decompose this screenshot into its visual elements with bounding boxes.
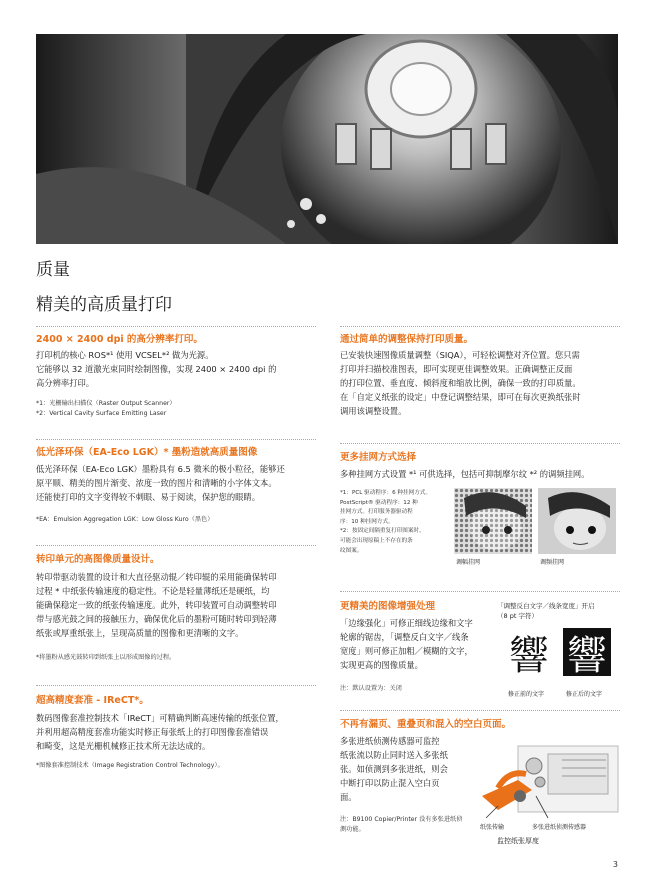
divider: [340, 591, 620, 592]
caption-monitor-thickness: 监控纸张厚度: [497, 837, 539, 845]
text-line: 它能够以 32 道激光束同时绘制图像，实现 2400 × 2400 dpi 的: [36, 364, 277, 374]
hero-photo-cathedral-dome: [36, 34, 618, 244]
text-line: 低光泽环保（EA-Eco LGK）墨粉具有 6.5 微米的极小粒径，能够还: [36, 464, 285, 474]
text-line: 高分辨率打印。: [36, 378, 95, 388]
label-line: 「调整反白文字／线条宽度」开启: [497, 602, 595, 610]
divider: [36, 545, 316, 546]
text-line: 过程 * 中纸张传输速度的稳定性。不论是轻量薄纸还是硬纸，均: [36, 586, 270, 596]
text-line: 调用该调整设置。: [340, 406, 407, 416]
text-line: 纸张流以防止同时送入多张纸: [340, 750, 448, 760]
divider: [36, 439, 316, 440]
multifeed-sensor-illustration: [478, 740, 620, 820]
caption-paper-transport: 纸张传输: [480, 824, 505, 831]
body-adjustment: [340, 348, 581, 418]
body-irect: [36, 711, 284, 753]
notes-resolution: [36, 399, 176, 419]
text-line: 实现更高的图像质量。: [340, 660, 423, 670]
footnote: *EA：Emulsion Aggregation LGK：Low Gloss Kuro（黑色）: [36, 516, 214, 523]
section-title: 质量: [36, 260, 70, 280]
text-line: 转印带驱动装置的设计和大直径驱动辊／转印辊的采用能确保转印: [36, 572, 277, 582]
text-line: 中断打印以防止混入空白页: [340, 778, 440, 788]
caption-before: 修正前的文字: [508, 691, 545, 698]
text-line: 打印并扫描校准图表，即可实现更佳调整效果。正确调整正反面: [340, 364, 573, 374]
body-enhancement: [340, 616, 473, 672]
caption-after: 修正后的文字: [566, 691, 603, 698]
footnote: 序：10 种挂网方式。: [340, 518, 394, 525]
page-number: 3: [612, 860, 618, 869]
caption-am-screen: 调幅挂网: [456, 559, 481, 566]
footnote: *图像套准控制技术（Image Registration Control Technology）。: [36, 762, 224, 769]
text-line: 在「自定义纸张的设定」中登记调整结果，即可在每次更换纸张时: [340, 392, 581, 402]
heading-enhancement: 更精美的图像增强处理: [340, 601, 436, 612]
heading-resolution: 2400 × 2400 dpi 的高分辨率打印。: [36, 334, 203, 345]
page-headline: 精美的高质量打印: [36, 295, 172, 315]
footnote: *1：PCL 驱动程序：6 种挂网方式。: [340, 490, 431, 496]
heading-adjustment: 通过简单的调整保持打印质量。: [340, 334, 474, 345]
text-line: 打印机的核心 ROS*¹ 使用 VCSEL*² 做为光源。: [36, 350, 214, 360]
footnote: PostScript® 驱动程序：12 种: [340, 499, 418, 506]
body-multifeed: [340, 734, 448, 804]
divider: [36, 685, 316, 686]
heading-screening: 更多挂网方式选择: [340, 452, 417, 463]
notes-transfer: [36, 653, 175, 663]
am-screen-sample-image: [454, 488, 532, 554]
text-line: 纸张或厚重纸张上，呈现高质量的图像和更清晰的文字。: [36, 628, 244, 638]
divider: [36, 326, 316, 327]
caption-fm-screen: 调频挂网: [540, 559, 565, 566]
notes-enhancement: [340, 684, 402, 694]
heading-multifeed: 不再有漏页、重叠页和混入的空白页面。: [340, 719, 512, 730]
text-line: 的打印位置、垂直度、倾斜度和缩放比例，确保一致的打印质量。: [340, 378, 581, 388]
notes-toner: [36, 515, 213, 525]
footnote: 挂网方式。打印服务器驱动程: [340, 509, 413, 516]
heading-transfer: 转印单元的高图像质量设计。: [36, 554, 160, 565]
text-line: 和畸变，这是光栅机械修正技术所无法达成的。: [36, 741, 211, 751]
footnote: 注：默认设置为：关闭: [340, 685, 402, 692]
glyph-before-correction: 響: [505, 628, 553, 676]
text-line: 张。如侦测到多张进纸，则会: [340, 764, 448, 774]
text-line: 宽度」则可修正加粗／模糊的文字，: [340, 646, 473, 656]
body-resolution: [36, 348, 276, 390]
text-line: 「边缘强化」可修正细线边缘和文字: [340, 618, 473, 628]
footnote: *将墨粉从感光鼓转印到纸张上以形成图像的过程。: [36, 654, 176, 661]
notes-irect: [36, 761, 224, 771]
text-line: 能确保稳定一致的纸张传输速度。此外，转印装置可自动调整转印: [36, 600, 277, 610]
footnote: 纹图案。: [340, 547, 363, 554]
divider: [340, 443, 620, 444]
text-line: 原平顺、精美的图片渐变、浓度一致的图片和清晰的小字体文本。: [36, 478, 277, 488]
divider: [340, 710, 620, 711]
heading-irect: 超高精度套准 - IReCT*。: [36, 695, 149, 706]
text-line: 数码图像套准控制技术「IReCT」可精确判断高速传输的纸张位置，: [36, 713, 284, 723]
footnote: 测功能。: [340, 826, 365, 833]
divider: [340, 326, 620, 327]
heading-toner: 低光泽环保（EA-Eco LGK）* 墨粉造就高质量图像: [36, 447, 258, 458]
text-line: 并利用超高精度套准功能实时修正每张纸上的打印图像套准错误: [36, 727, 269, 737]
fm-screen-sample-image: [538, 488, 616, 554]
footnote: *2：按固定间隔重复打印图案时，: [340, 528, 425, 535]
caption-multifeed-sensor: 多张进纸侦测传感器: [532, 824, 587, 831]
text-line: 还能使打印的文字变得较不刺眼、易于阅读，保护您的眼睛。: [36, 492, 261, 502]
text-line: 已安装快速图像质量调整（SIQA），可轻松调整对齐位置。您只需: [340, 350, 580, 360]
notes-screening: [340, 489, 431, 556]
text-line: 多种挂网方式设置 *¹ 可供选择，包括可抑制摩尔纹 *² 的调频挂网。: [340, 469, 590, 479]
footnote: *2：Vertical Cavity Surface Emitting Laser: [36, 410, 167, 417]
footnote: 注：B9100 Copier/Printer 没有多张进纸侦: [340, 816, 463, 823]
text-line: 带与感光鼓之间的接触压力，确保优化后的墨粉可随时转印到轻薄: [36, 614, 277, 624]
enhancement-side-label: [497, 601, 595, 621]
footnote: *1：光栅输出扫描仪（Raster Output Scanner）: [36, 400, 176, 407]
notes-multifeed: [340, 815, 462, 835]
glyph-after-correction: 響: [563, 628, 611, 676]
text-line: 轮廓的锯齿，「调整反白文字／线条: [340, 632, 469, 642]
text-line: 面。: [340, 792, 357, 802]
footnote: 可能会出现原稿上不存在的条: [340, 537, 413, 544]
text-line: 多张进纸侦测传感器可监控: [340, 736, 440, 746]
body-screening: [340, 467, 590, 481]
label-line: （8 pt 字符）: [497, 612, 538, 620]
body-transfer: [36, 570, 277, 640]
body-toner: [36, 462, 285, 504]
